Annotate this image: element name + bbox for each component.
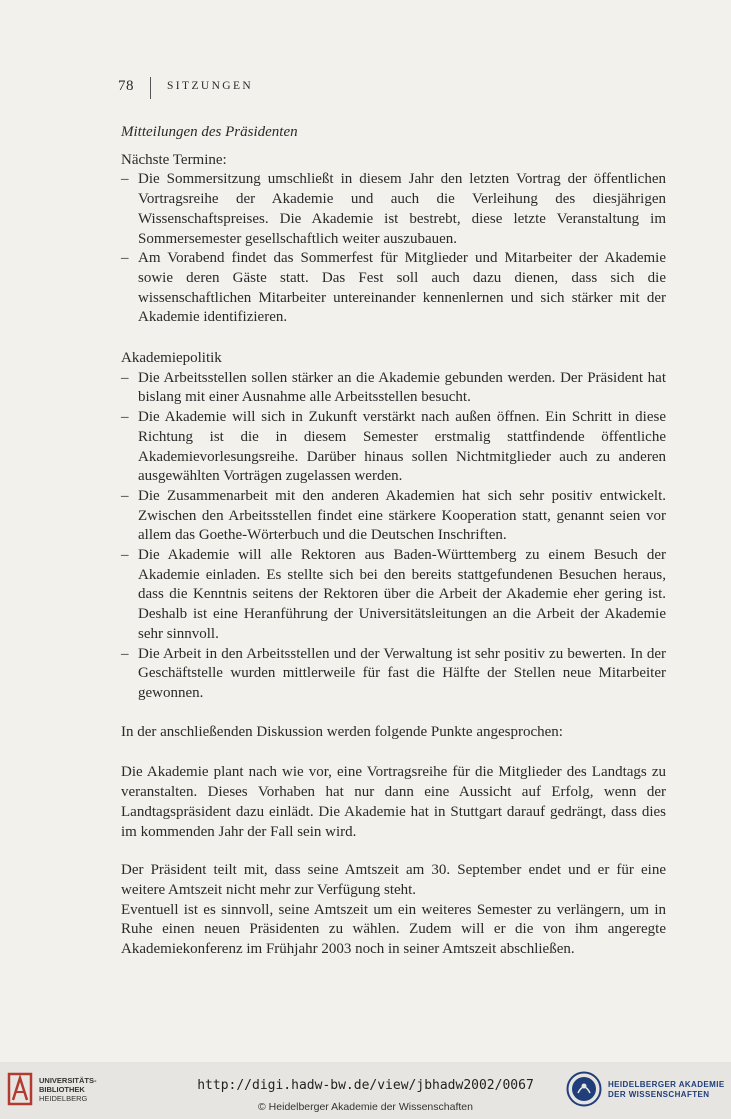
- library-line: BIBLIOTHEK: [39, 1085, 85, 1094]
- list-item: – Die Sommersitzung umschließt in diesem Jahr den letzten Vortrag der öffentlichen Vortragsreihe der Akademie und auch die Verleihung des diesjährigen Wissenschaftspreises. Die Akademie ist bestrebt, diese letzte Veranstaltung im Sommersemester gesellschaftlich weiter auszubauen.: [121, 170, 666, 249]
- academy-seal-icon[interactable]: [566, 1071, 602, 1107]
- copyright-notice: © Heidelberger Akademie der Wissenschaften: [258, 1101, 473, 1113]
- permalink-url[interactable]: http://digi.hadw-bw.de/view/jbhadw2002/0067: [197, 1078, 534, 1093]
- viewer-footer: [0, 1062, 731, 1119]
- termine-list: [121, 170, 666, 328]
- page-number: 78: [118, 77, 134, 94]
- academy-line: HEIDELBERGER AKADEMIE: [608, 1080, 725, 1089]
- politik-list: [121, 369, 666, 704]
- paragraph-amtszeit-1: Der Präsident teilt mit, dass seine Amtszeit am 30. September endet und er für eine weitere Amtszeit nicht mehr zur Verfügung steht.: [121, 862, 666, 898]
- header-separator: [150, 77, 151, 99]
- section-title: SITZUNGEN: [167, 80, 254, 92]
- list-item: – Die Arbeitsstellen sollen stärker an die Akademie gebunden werden. Der Präsident hat bislang mit einer Ausnahme alle Arbeitsstellen besucht.: [121, 369, 666, 408]
- paragraph-landtag: Die Akademie plant nach wie vor, eine Vortragsreihe für die Mitglieder des Landtags zu veranstalten. Dieses Vorhaben hat nur dann eine Aussicht auf Erfolg, wenn der Landtagspräsident dazu einlädt. Die Akademie hat in Stuttgart darauf gedrängt, dass dies im kommenden Jahr der Fall sein wird.: [121, 764, 666, 840]
- list-item: – Am Vorabend findet das Sommerfest für Mitglieder und Mitarbeiter der Akademie sowie deren Gäste statt. Das Fest soll auch dazu dienen, dass sich die wissenschaftlichen Mitarbeiter untereinander kennenlernen und sich stärker mit der Akademie identifizieren.: [121, 249, 666, 328]
- library-line: HEIDELBERG: [39, 1094, 88, 1103]
- running-header: [118, 76, 253, 96]
- politik-title: Akademiepolitik: [121, 350, 222, 367]
- library-line: UNIVERSITÄTS-: [39, 1076, 97, 1085]
- main-text: [121, 123, 666, 960]
- list-item: – Die Arbeit in den Arbeitsstellen und der Verwaltung ist sehr positiv zu bewerten. In der Geschäftstelle wurden mittlerweile für fast die Hälfte der Stellen neue Mitarbeiter gewonnen.: [121, 645, 666, 704]
- subheading: Mitteilungen des Präsidenten: [121, 124, 298, 140]
- list-item: – Die Zusammenarbeit mit den anderen Akademien hat sich sehr positiv entwickelt. Zwischen den Arbeitsstellen findet eine stärkere Kooperation statt, genannt seien vor allem das Goethe-Wörterbuch und die Deutschen Inschriften.: [121, 487, 666, 546]
- paragraph-amtszeit-2: Eventuell ist es sinnvoll, seine Amtszeit um ein weiteres Semester zu verlängern, um in Ruhe einen neuen Präsidenten zu wählen. Zudem will er die von ihm angeregte Akademiekonferenz im Frühjahr 2003 noch in seiner Amtszeit abschließen.: [121, 901, 666, 958]
- termine-title: Nächste Termine:: [121, 151, 227, 168]
- list-item: – Die Akademie will sich in Zukunft verstärkt nach außen öffnen. Ein Schritt in diese Richtung ist die in diesem Semester erstmalig stattfindende öffentliche Akademievorlesungsreihe. Darüber hinaus sollen Nichtmitglieder auch zu anderen ausgewählten Vorträgen zugelassen werden.: [121, 408, 666, 487]
- list-item: – Die Akademie will alle Rektoren aus Baden-Württemberg zu einem Besuch der Akademie einladen. Es stellte sich bei den bereits stattgefundenen Besuchen heraus, dass die Kenntnis seitens der Rektoren über die Arbeit der Akademie eher gering ist. Deshalb ist eine Heranführung der Universitätsleitungen an die Arbeit der Akademie sehr sinnvoll.: [121, 546, 666, 645]
- academy-line: DER WISSENSCHAFTEN: [608, 1090, 710, 1099]
- discussion-intro: In der anschließenden Diskussion werden folgende Punkte angesprochen:: [121, 723, 563, 740]
- academy-name[interactable]: [608, 1080, 725, 1100]
